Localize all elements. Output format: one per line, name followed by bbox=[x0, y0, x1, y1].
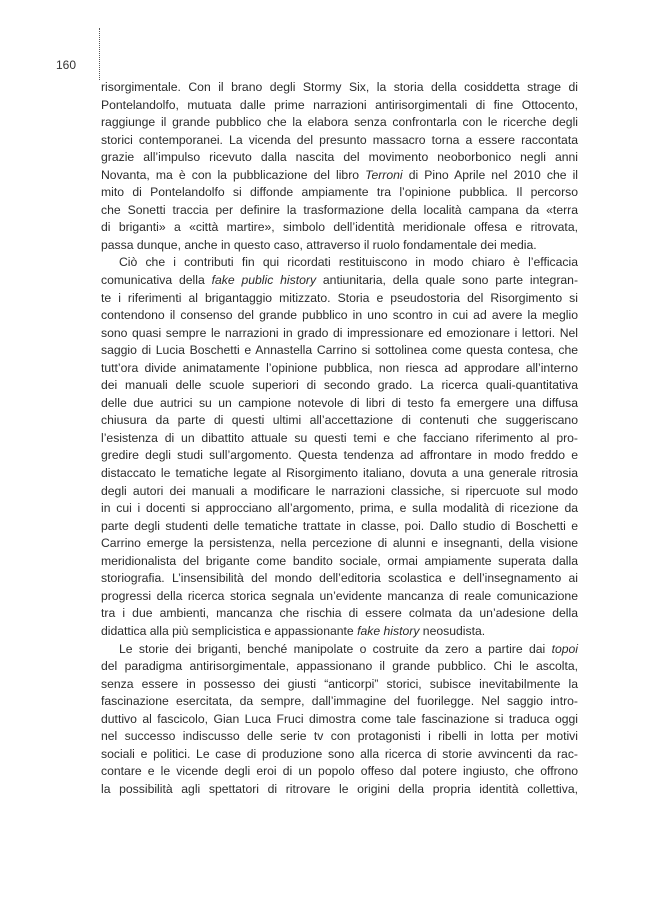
text-run: delle due autrici su un campione notevole di libri di testo fa emergere una diffusa bbox=[101, 395, 578, 410]
margin-dotted-rule bbox=[99, 28, 100, 80]
text-line bbox=[101, 658, 578, 676]
italic-run: Terroni bbox=[365, 167, 403, 182]
text-run: dei manuali delle scuole superiori di secondo grado. La ricerca quali-quantitativa bbox=[101, 378, 578, 393]
text-run: chiusura da parte di questi ultimi all’accettazione di contenuti che suggeriscano bbox=[101, 413, 578, 428]
text-line bbox=[101, 132, 578, 150]
italic-run: fake history bbox=[357, 623, 420, 638]
text-run: didattica alla più semplicistica e appassionante bbox=[101, 623, 358, 638]
text-run: nel successo indiscusso delle serie tv con protagonisti i ribelli in lotta per motivi bbox=[101, 729, 578, 744]
text-run: mito di Pontelandolfo si diffonde ampiamente tra l’opinione pubblica. Il percorso bbox=[101, 185, 578, 200]
text-line bbox=[101, 290, 578, 308]
text-line bbox=[101, 254, 578, 272]
text-run: raggiunge il grande pubblico che la elabora senza confrontarla con le ricerche degli bbox=[101, 115, 578, 130]
text-run: contare e le vicende degli eroi di un popolo offeso dal potere ingiusto, che offrono bbox=[101, 764, 578, 779]
text-run: tutt’ora divide animatamente l’opinione pubblica, non riesca ad approdare all’interno bbox=[101, 360, 578, 375]
text-line bbox=[101, 237, 578, 255]
text-run: meridionalista del brigante come bandito sociale, ormai ampiamente superata dalla bbox=[101, 553, 578, 568]
text-run: fascinazione esercitata, da sempre, dall’immagine del fuorilegge. Nel saggio intro- bbox=[101, 694, 578, 709]
text-line bbox=[101, 623, 578, 641]
text-line bbox=[101, 728, 578, 746]
text-run: sociali e politici. Le case di produzione sono alla ricerca di storie avvincenti da rac- bbox=[101, 746, 578, 761]
text-line bbox=[101, 588, 578, 606]
text-run: progressi della ricerca storica segnala un’evidente mancanza di reale comunicazione bbox=[101, 588, 578, 603]
text-line bbox=[101, 202, 578, 220]
text-run: comunicativa della bbox=[101, 273, 212, 288]
text-line bbox=[101, 395, 578, 413]
text-run: te i riferimenti al brigantaggio mitizzato. Storia e pseudostoria del Risorgimento si bbox=[101, 290, 578, 305]
text-line bbox=[101, 377, 578, 395]
paragraph bbox=[101, 641, 578, 799]
text-run: in cui i docenti si approcciano all’argomento, prima, e sulla modalità di ricezione da bbox=[101, 501, 578, 516]
text-line bbox=[101, 535, 578, 553]
text-run: degli autori dei manuali a modificare le narrazioni classiche, si ripercuote sul modo bbox=[101, 483, 578, 498]
italic-run: topoi bbox=[551, 641, 578, 656]
text-line bbox=[101, 465, 578, 483]
text-run: che Sonetti traccia per definire la trasformazione della località campana da «terra bbox=[101, 202, 578, 217]
text-run: tra i due ambienti, mancanza che rischia di essere colmata da un’adesione della bbox=[101, 606, 578, 621]
paragraph bbox=[101, 254, 578, 640]
text-run: distaccato le tematiche legate al Risorgimento italiano, dovuta a una generale ritrosia bbox=[101, 466, 578, 481]
paragraph bbox=[101, 79, 578, 254]
text-run: antiunitaria, della quale sono parte integran- bbox=[316, 273, 578, 288]
text-line bbox=[101, 325, 578, 343]
text-line bbox=[101, 307, 578, 325]
text-run: Novanta, ma è con la pubblicazione del libro bbox=[101, 167, 366, 182]
text-line bbox=[101, 412, 578, 430]
text-run: contendono il consenso del grande pubblico in uno scontro in cui ad avere la meglio bbox=[101, 308, 578, 323]
text-line bbox=[101, 553, 578, 571]
text-run: sono quasi sempre le narrazioni in grado di impressionare ed emozionare i lettori. Nel bbox=[101, 325, 578, 340]
text-run: l’esistenza di un dibattito attuale su questi temi e che facciano riferimento al pro- bbox=[101, 430, 578, 445]
text-line bbox=[101, 781, 578, 799]
text-line bbox=[101, 763, 578, 781]
text-line bbox=[101, 114, 578, 132]
text-run: Ciò che i contributi fin qui ricordati restituiscono in modo chiaro è l’efficacia bbox=[119, 255, 578, 270]
text-line bbox=[101, 97, 578, 115]
text-line bbox=[101, 746, 578, 764]
text-run: di briganti» a «città martire», simbolo dell’identità meridionale offesa e ritrovata, bbox=[101, 220, 578, 235]
text-run: storiografia. L’insensibilità del mondo dell’editoria scolastica e dell’insegnamento ai bbox=[101, 571, 578, 586]
text-run: storici contemporanei. La vicenda del presunto massacro torna a essere raccontata bbox=[101, 132, 578, 147]
text-run: Carrino emerge la persistenza, nella percezione di alunni e insegnanti, della visione bbox=[101, 536, 578, 551]
text-line bbox=[101, 570, 578, 588]
text-line bbox=[101, 79, 578, 97]
text-line bbox=[101, 342, 578, 360]
text-line bbox=[101, 518, 578, 536]
text-run: passa dunque, anche in questo caso, attraverso il ruolo fondamentale dei media. bbox=[101, 237, 537, 252]
text-line bbox=[101, 483, 578, 501]
text-line bbox=[101, 272, 578, 290]
italic-run: fake public history bbox=[211, 273, 317, 288]
text-line bbox=[101, 641, 578, 659]
text-run: grazie all’impulso ricevuto dalla nascita del movimento neoborbonico negli anni bbox=[101, 150, 578, 165]
text-line bbox=[101, 184, 578, 202]
text-run: neosudista. bbox=[419, 623, 486, 638]
text-line bbox=[101, 605, 578, 623]
text-run: saggio di Lucia Boschetti e Annastella Carrino si sottolinea come questa contesa, che bbox=[101, 343, 578, 358]
text-line bbox=[101, 711, 578, 729]
page-number: 160 bbox=[56, 58, 77, 72]
text-line bbox=[101, 167, 578, 185]
text-run: risorgimentale. Con il brano degli Stormy Six, la storia della cosiddetta strage di bbox=[101, 80, 578, 94]
text-run: del paradigma antirisorgimentale, appassionano il grande pubblico. Chi le ascolta, bbox=[101, 659, 578, 674]
text-run: Pontelandolfo, mutuata dalle prime narrazioni antirisorgimentali di fine Ottocento, bbox=[101, 97, 578, 112]
text-run: di Pino Aprile nel 2010 che il bbox=[402, 167, 578, 182]
text-line bbox=[101, 430, 578, 448]
text-run: Le storie dei briganti, benché manipolate o costruite da zero a partire dai bbox=[119, 641, 552, 656]
text-run: duttivo al fascicolo, Gian Luca Fruci dimostra come tale fascinazione si traduca oggi bbox=[101, 711, 578, 726]
text-line bbox=[101, 500, 578, 518]
text-line bbox=[101, 447, 578, 465]
text-line bbox=[101, 676, 578, 694]
body-text bbox=[101, 79, 578, 798]
text-line bbox=[101, 360, 578, 378]
text-run: la possibilità agli spettatori di ritrovare le origini della propria identità collettiva, bbox=[101, 781, 578, 796]
text-line bbox=[101, 149, 578, 167]
text-line bbox=[101, 693, 578, 711]
text-run: senza essere in possesso dei giusti “anticorpi” storici, subisce inevitabilmente la bbox=[101, 676, 578, 691]
text-run: parte degli studenti delle tematiche trattate in classe, poi. Dallo studio di Boschetti e bbox=[101, 518, 578, 533]
text-line bbox=[101, 219, 578, 237]
text-run: gredire degli studi sull’argomento. Questa tendenza ad affrontare in modo freddo e bbox=[101, 448, 578, 463]
